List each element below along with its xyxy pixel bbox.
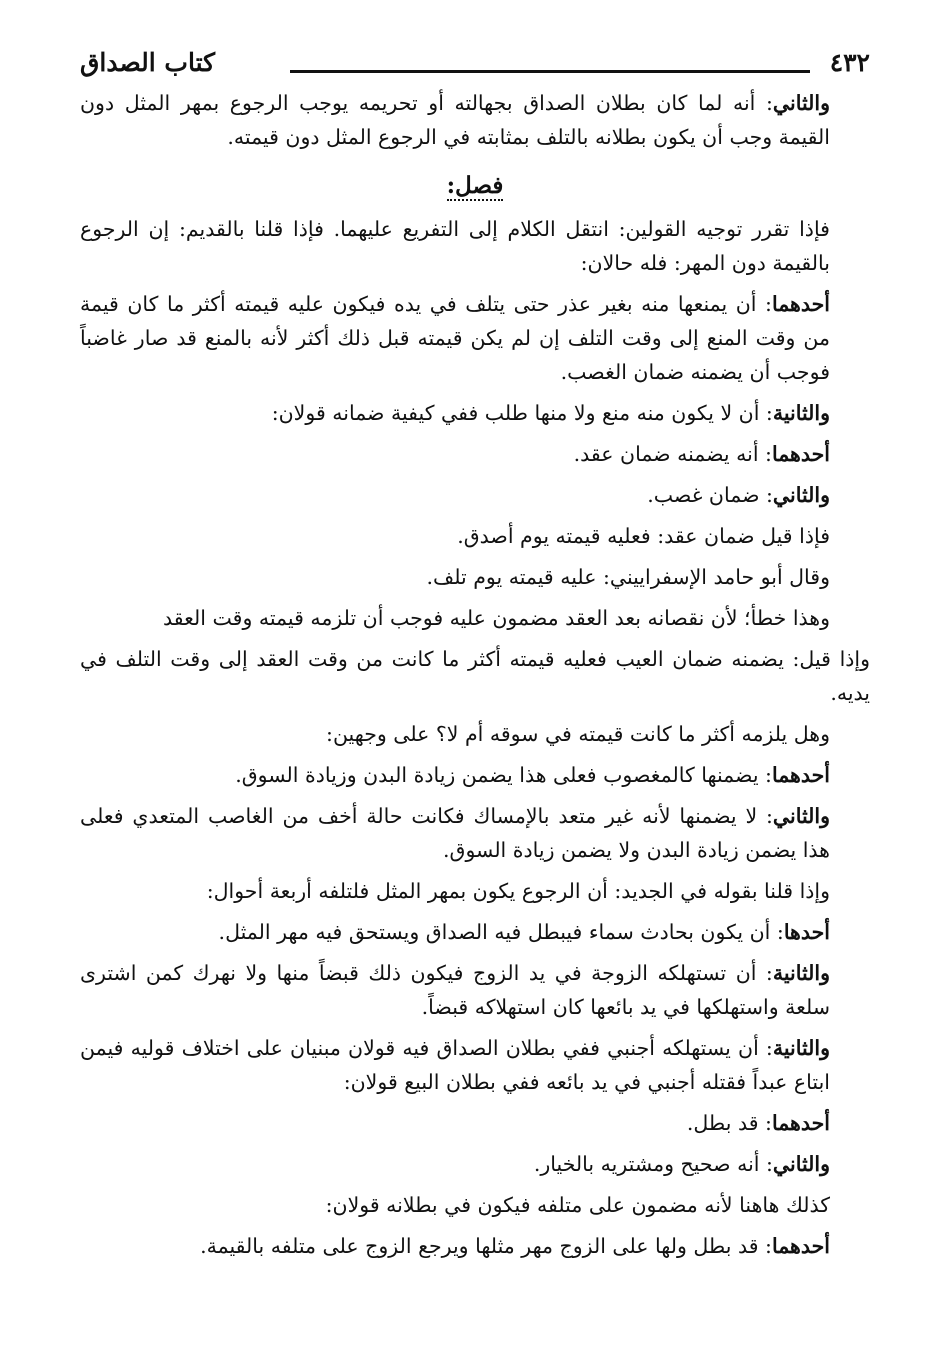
paragraph — [80, 437, 870, 471]
paragraph — [80, 519, 870, 553]
paragraph-text: وإذا قيل: يضمنه ضمان العيب فعليه قيمته أكثر ما كانت من وقت العقد إلى وقت التلف في يديه. — [80, 647, 870, 705]
paragraph-text: : أنه يضمنه ضمان عقد. — [573, 442, 772, 466]
document-page — [80, 40, 870, 1270]
paragraph — [80, 1106, 870, 1140]
paragraph — [80, 956, 870, 1024]
paragraph — [80, 758, 870, 792]
paragraph — [80, 86, 870, 154]
paragraph-lead: والثانية — [772, 961, 830, 985]
paragraph-text: : أنه صحيح ومشتريه بالخيار. — [533, 1152, 773, 1176]
paragraph-text: وهذا خطأ؛ لأن نقصانه بعد العقد مضمون عليه فوجب أن تلزمه قيمته وقت العقد — [163, 606, 830, 630]
paragraph-text: : أن يكون بحادث سماء فيبطل فيه الصداق ويستحق فيه مهر المثل. — [218, 920, 784, 944]
paragraph-lead: أحدهما — [771, 292, 830, 316]
paragraph — [80, 799, 870, 867]
paragraph — [80, 915, 870, 949]
paragraph-lead: أحدهما — [771, 1234, 830, 1258]
page-header — [80, 40, 870, 86]
paragraph-lead: أحدهما — [771, 1111, 830, 1135]
paragraph — [80, 560, 870, 594]
paragraph-text: وهل يلزمه أكثر ما كانت قيمته في سوقه أم لا؟ على وجهين: — [326, 722, 830, 746]
paragraph-text: : أن تستهلكه الزوجة في يد الزوج فيكون ذلك قبضاً منها ولا نهرك كمن اشترى سلعة واستهلكها في يد بائعها كان استهلاكه قبضاً. — [80, 961, 830, 1019]
paragraph-text: فإذا تقرر توجيه القولين: انتقل الكلام إلى التفريع عليهما. فإذا قلنا بالقديم: إن الرجوع بالقيمة دون المهر: فله حالان: — [80, 217, 830, 275]
section-heading: فصل: — [446, 172, 504, 199]
paragraph-lead: أحدهما — [771, 763, 830, 787]
paragraph-lead: والثاني — [772, 804, 830, 828]
book-title: كتاب الصداق — [80, 48, 216, 77]
paragraph-text: : أن يستهلكه أجنبي ففي بطلان الصداق فيه قولان مبنيان على اختلاف قوليه فيمن ابتاع عبداً فقتله أجنبي في يد بائعه ففي بطلان البيع قولان: — [80, 1036, 830, 1094]
paragraph-lead: والثاني — [772, 1152, 830, 1176]
paragraph-text: : أن لا يكون منه منع ولا منها طلب ففي كيفية ضمانه قولان: — [271, 401, 773, 425]
paragraph — [80, 642, 870, 710]
paragraph-text: : أنه لما كان بطلان الصداق بجهالته أو تحريمه يوجب الرجوع بمهر المثل دون القيمة وجب أن يكون بطلانه بالتلف بمثابته في الرجوع المثل دون قيمته. — [80, 91, 830, 149]
paragraph-lead: والثاني — [772, 483, 830, 507]
paragraph-text: : يضمنها كالمغصوب فعلى هذا يضمن زيادة البدن وزيادة السوق. — [235, 763, 772, 787]
paragraph-text: : قد بطل ولها على الزوج مهر مثلها ويرجع الزوج على متلفه بالقيمة. — [200, 1234, 772, 1258]
paragraph-text: : قد بطل. — [686, 1111, 772, 1135]
paragraph — [80, 212, 870, 280]
paragraph-text: فإذا قيل ضمان عقد: فعليه قيمته يوم أصدق. — [457, 524, 830, 548]
paragraph — [80, 717, 870, 751]
paragraph — [80, 1229, 870, 1263]
paragraph-lead: أحدهما — [771, 442, 830, 466]
paragraph-text: : ضمان غصب. — [647, 483, 773, 507]
paragraph-text: كذلك هاهنا لأنه مضمون على متلفه فيكون في بطلانه قولان: — [325, 1193, 830, 1217]
paragraph — [80, 1147, 870, 1181]
paragraph-text: وقال أبو حامد الإسفراييني: عليه قيمته يوم تلف. — [426, 565, 830, 589]
paragraph-lead: والثانية — [772, 1036, 830, 1060]
paragraph — [80, 1188, 870, 1222]
paragraph-lead: والثاني — [772, 91, 830, 115]
paragraph-lead: والثانية — [772, 401, 830, 425]
paragraph-text: : لا يضمنها لأنه غير متعد بالإمساك فكانت حالة أخف من الغاصب المتعدي فعلى هذا يضمن زيادة البدن ولا يضمن زيادة السوق. — [80, 804, 830, 862]
paragraph-text: : أن يمنعها منه بغير عذر حتى يتلف في يده فيكون عليه قيمته أكثر ما كان قيمة من وقت المنع إلى وقت التلف إن لم يكن قيمته قبل ذلك أكثر لأنه بالمنع قد صار غاضباً فوجب أن يضمنه ضمان الغصب. — [80, 292, 830, 384]
paragraph — [80, 1031, 870, 1099]
paragraph-lead: أحدها — [783, 920, 830, 944]
header-rule — [290, 70, 810, 73]
paragraph-text: وإذا قلنا بقوله في الجديد: أن الرجوع يكون بمهر المثل فلتلفه أربعة أحوال: — [206, 879, 830, 903]
paragraph — [80, 601, 870, 635]
paragraph — [80, 287, 870, 389]
paragraph — [80, 874, 870, 908]
paragraph — [80, 478, 870, 512]
page-number: ٤٣٢ — [829, 48, 870, 77]
paragraph — [80, 396, 870, 430]
